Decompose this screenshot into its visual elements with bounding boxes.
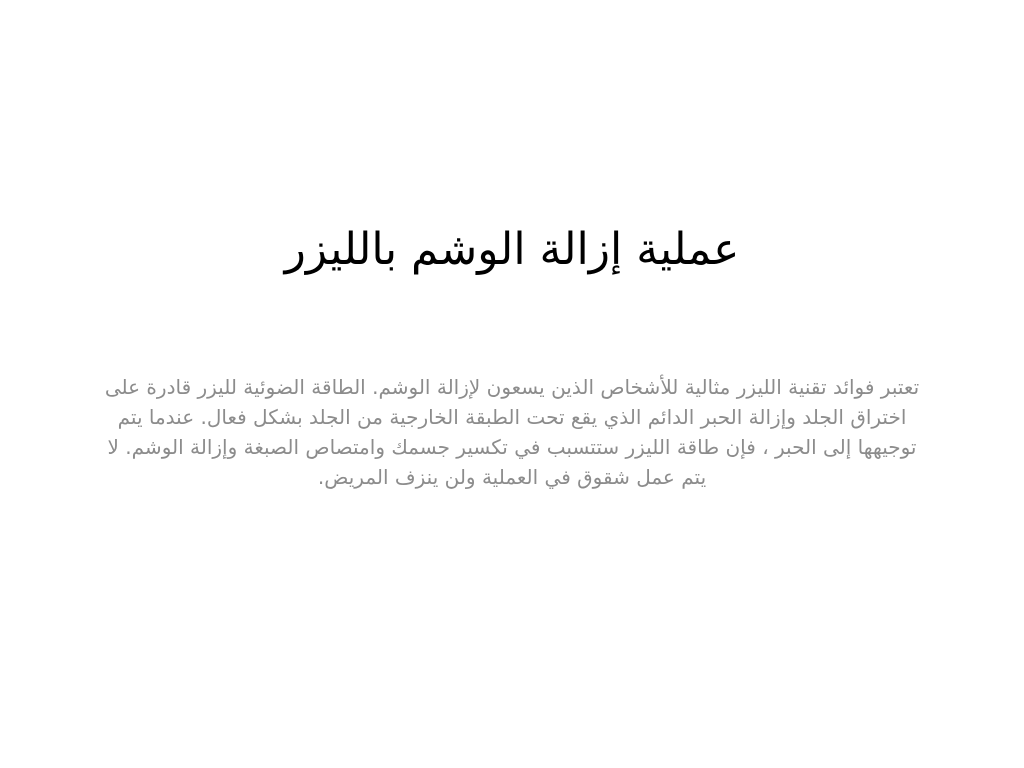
slide-body-text: تعتبر فوائد تقنية الليزر مثالية للأشخاص الذين يسعون لإزالة الوشم. الطاقة الضوئية لليزر قادرة على اختراق الجلد وإزالة الحبر الدائم الذي يقع تحت الطبقة الخارجية من الجلد بشكل فعال. عندما يتم توجيهها إلى الحبر ، فإن طاقة الليزر ستتسبب في تكسير جسمك وامتصاص الصبغة وإزالة الوشم. لا يتم عمل شقوق في العملية ولن ينزف المريض.: [104, 375, 920, 489]
slide-title: عملية إزالة الوشم بالليزر: [284, 224, 740, 275]
